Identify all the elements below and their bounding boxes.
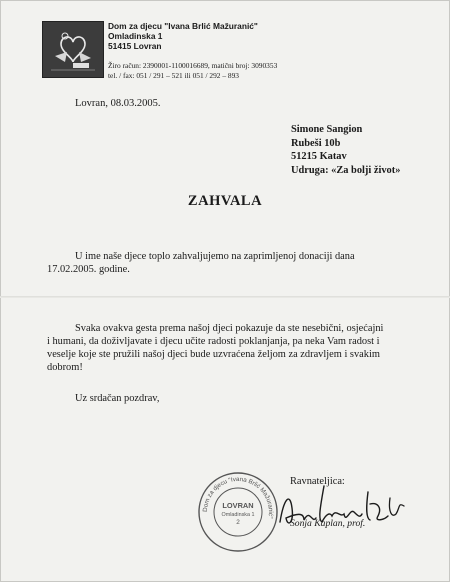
stamp-outer-text: Dom za djecu "Ivana Brlić Mažuranić": [201, 475, 275, 519]
stamp-number: 2: [236, 519, 240, 526]
paragraph-line: Svaka ovakva gesta prema našoj djeci pokazuje da ste nesebični, osjećajni: [75, 323, 384, 334]
stamp-street: Omladinska 1: [221, 512, 255, 518]
letterhead: [108, 21, 428, 80]
organization-logo: [42, 21, 104, 78]
official-stamp: [196, 470, 280, 559]
recipient-block: [291, 123, 400, 177]
paragraph-2: [47, 322, 387, 374]
closing-line: Uz srdačan pozdrav,: [75, 393, 160, 404]
handwritten-signature: [270, 478, 410, 543]
paragraph-1: [47, 250, 387, 276]
org-bank-line: Žiro račun: 2390001-1100016689, matični broj: 3090353: [108, 61, 278, 70]
org-city: 51415 Lovran: [108, 41, 162, 51]
signatory-role: Ravnateljica:: [290, 476, 345, 487]
org-contact-line: tel. / fax: 051 / 291 – 521 ili 051 / 292 – 893: [108, 70, 239, 80]
letter-title: ZAHVALA: [187, 193, 263, 209]
paragraph-line: i humani, da doživljavate i djecu učite radosti poklanjanja, pa neka Vam radost i: [47, 336, 380, 347]
recipient-line: Rubeši 10b: [291, 137, 341, 149]
paragraph-line: dobrom!: [47, 362, 83, 373]
paragraph-line: 17.02.2005. godine.: [47, 264, 130, 275]
recipient-line: Udruga: «Za bolji život»: [291, 164, 401, 176]
recipient-line: 51215 Katav: [291, 151, 347, 162]
stamp-city: LOVRAN: [222, 501, 254, 510]
signatory-name: Sonja Kaplan, prof.: [290, 518, 366, 529]
paragraph-line: U ime naše djece toplo zahvaljujemo na zaprimljenoj donaciji dana: [75, 251, 355, 262]
letter-date: Lovran, 08.03.2005.: [75, 98, 161, 109]
paragraph-line: veselje koje ste pružili našoj djeci bude uzvraćena željom za zdravljem i svakim: [47, 349, 380, 360]
recipient-line: Simone Sangion: [291, 124, 363, 135]
org-name: Dom za djecu "Ivana Brlić Mažuranić": [108, 21, 258, 31]
org-street: Omladinska 1: [108, 31, 163, 41]
fold-line: [0, 296, 450, 298]
